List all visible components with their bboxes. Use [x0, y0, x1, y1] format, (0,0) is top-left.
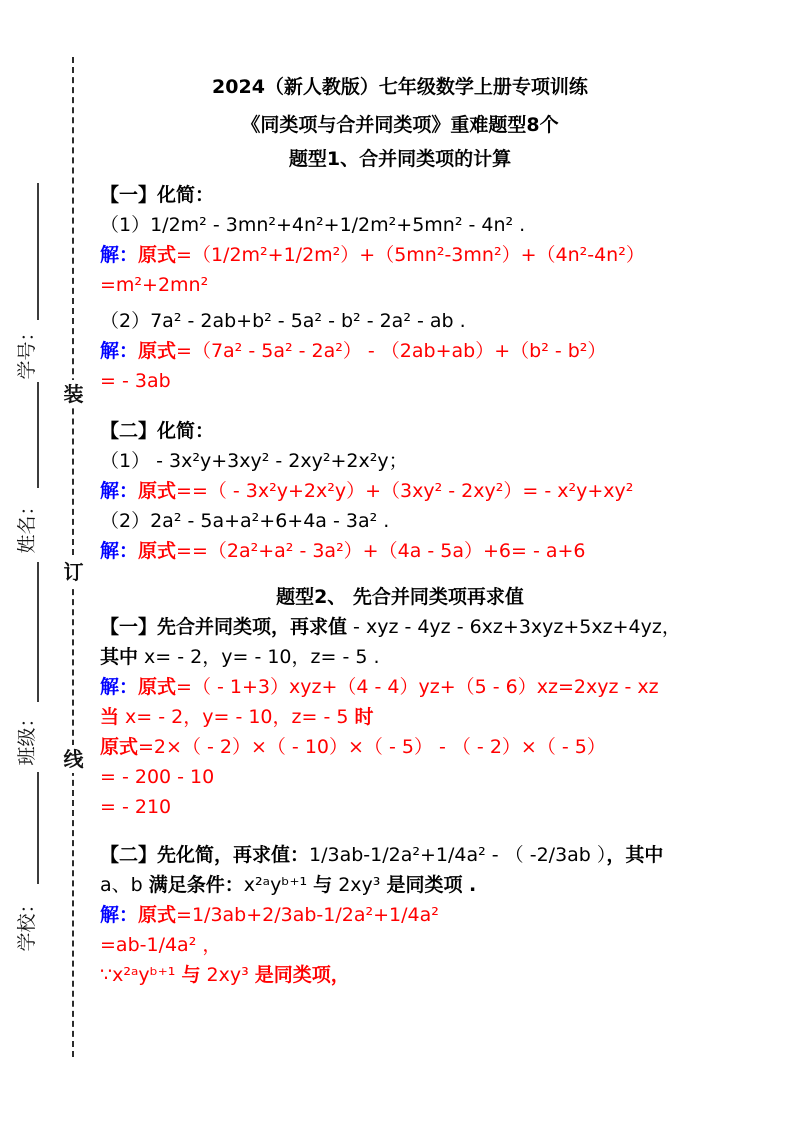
line-p3-stem2: 其中 x= - 2，y= - 10，z= - 5 .	[100, 646, 380, 668]
line-p3-sol5: = - 210	[100, 796, 172, 818]
line-p1-sol2b: = - 3ab	[100, 370, 171, 392]
line-p3-sol1: 解：原式=（ - 1+3）xyz+（4 - 4）yz+（5 - 6）xz=2xyz - xz	[100, 676, 659, 698]
line-p1-sol1b: =m²+2mn²	[100, 274, 209, 296]
name-blank-line	[37, 382, 39, 488]
binding-char-zhuang: 装	[60, 380, 87, 408]
line-p1-sol2: 解：原式=（7a² - 5a² - 2a²） - （2ab+ab）+（b² - b²）	[100, 340, 607, 362]
line-sec2-heading: 题型2、 先合并同类项再求值	[276, 586, 524, 608]
line-p4-sol2: =ab-1/4a² ，	[100, 934, 222, 956]
line-p3-sol2: 当 x= - 2，y= - 10，z= - 5 时	[100, 706, 374, 728]
student-id-blank-line	[37, 183, 39, 320]
line-p2-q2: （2）2a² - 5a+a²+6+4a - 3a² .	[100, 510, 390, 532]
line-p2-sol1: 解：原式==（ - 3x²y+2x²y）+（3xy² - 2xy²）= - x²y+xy²	[100, 480, 634, 502]
binding-char-xian: 线	[60, 745, 87, 773]
student-id-label: 学号：	[16, 322, 38, 380]
line-p1-q2: （2）7a² - 2ab+b² - 5a² - b² - 2a² - ab .	[100, 310, 466, 332]
line-p4-sol1: 解：原式=1/3ab+2/3ab-1/2a²+1/4a²	[100, 904, 439, 926]
line-p2-label: 【二】化简：	[100, 420, 215, 442]
line-p4-stem2: a、b 满足条件：x²ᵃyᵇ⁺¹ 与 2xy³ 是同类项 .	[100, 874, 477, 896]
school-label: 学校：	[16, 894, 38, 952]
binding-char-ding: 订	[60, 558, 87, 586]
line-p3-sol4: = - 200 - 10	[100, 766, 215, 788]
line-p1-label: 【一】化简：	[100, 184, 215, 206]
binding-dotted-line	[72, 57, 74, 1057]
line-p1-sol1: 解：原式=（1/2m²+1/2m²）+（5mn²-3mn²）+（4n²-4n²）	[100, 244, 645, 266]
line-title: 2024（新人教版）七年级数学上册专项训练	[212, 76, 588, 98]
line-p4-sol3: ∵x²ᵃyᵇ⁺¹ 与 2xy³ 是同类项，	[100, 964, 350, 986]
line-p1-q1: （1）1/2m² - 3mn²+4n²+1/2m²+5mn² - 4n² .	[100, 214, 526, 236]
line-p3-stem1: 【一】先合并同类项，再求值 - xyz - 4yz - 6xz+3xyz+5xz+4yz，	[100, 616, 681, 638]
class-label: 班级：	[16, 708, 38, 766]
document-body	[100, 72, 700, 990]
class-blank-line	[37, 562, 39, 702]
line-p4-stem1: 【二】先化简，再求值：1/3ab-1/2a²+1/4a² - （ -2/3ab ），其中	[100, 844, 664, 866]
line-p2-sol2: 解：原式==（2a²+a² - 3a²）+（4a - 5a）+6= - a+6	[100, 540, 586, 562]
school-blank-line	[37, 772, 39, 884]
line-subtitle: 《同类项与合并同类项》重难题型8个	[241, 114, 559, 136]
line-p2-q1: （1） - 3x²y+3xy² - 2xy²+2x²y；	[100, 450, 408, 472]
name-label: 姓名：	[16, 496, 38, 554]
line-p3-sol3: 原式=2×（ - 2）×（ - 10）×（ - 5） - （ - 2）×（ - 5）	[100, 736, 606, 758]
line-sec1-heading: 题型1、合并同类项的计算	[288, 148, 512, 170]
